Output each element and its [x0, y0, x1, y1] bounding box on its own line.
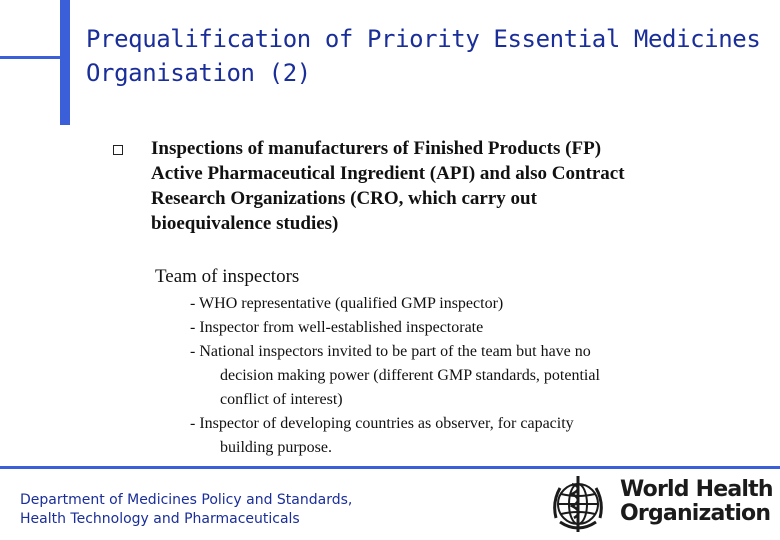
team-list [190, 292, 750, 460]
department-name [20, 491, 352, 529]
team-list-item: - Inspector from well-established inspectorate [190, 319, 484, 336]
team-list-item-continuation: decision making power (different GMP standards, potential [220, 367, 600, 384]
who-wordmark-line-1: World Health [620, 477, 773, 502]
square-bullet-icon [113, 145, 123, 155]
department-line-2: Health Technology and Pharmaceuticals [20, 511, 300, 527]
team-list-item: - Inspector of developing countries as observer, for capacity [190, 415, 574, 432]
accent-bar [60, 0, 70, 125]
bullet-line: bioequivalence studies) [151, 213, 339, 234]
team-list-item: - WHO representative (qualified GMP inspector) [190, 295, 504, 312]
bullet-inspections [151, 136, 751, 236]
team-list-item: - National inspectors invited to be part of the team but have no [190, 343, 591, 360]
bullet-line: Research Organizations (CRO, which carry out [151, 188, 537, 209]
slide-title [86, 22, 766, 90]
title-line-1: Prequalification of Priority Essential Medicines [86, 25, 761, 53]
team-list-item-continuation: building purpose. [220, 439, 332, 456]
title-rule [0, 56, 60, 59]
bullet-line: Active Pharmaceutical Ingredient (API) and also Contract [151, 163, 625, 184]
title-line-2: Organisation (2) [86, 59, 311, 87]
who-emblem-icon [546, 472, 610, 536]
who-wordmark [620, 478, 773, 526]
team-heading: Team of inspectors [155, 266, 300, 287]
who-wordmark-line-2: Organization [620, 501, 771, 526]
department-line-1: Department of Medicines Policy and Standards, [20, 492, 353, 508]
team-list-item-continuation: conflict of interest) [220, 391, 343, 408]
bullet-line: Inspections of manufacturers of Finished Products (FP) [151, 138, 602, 159]
